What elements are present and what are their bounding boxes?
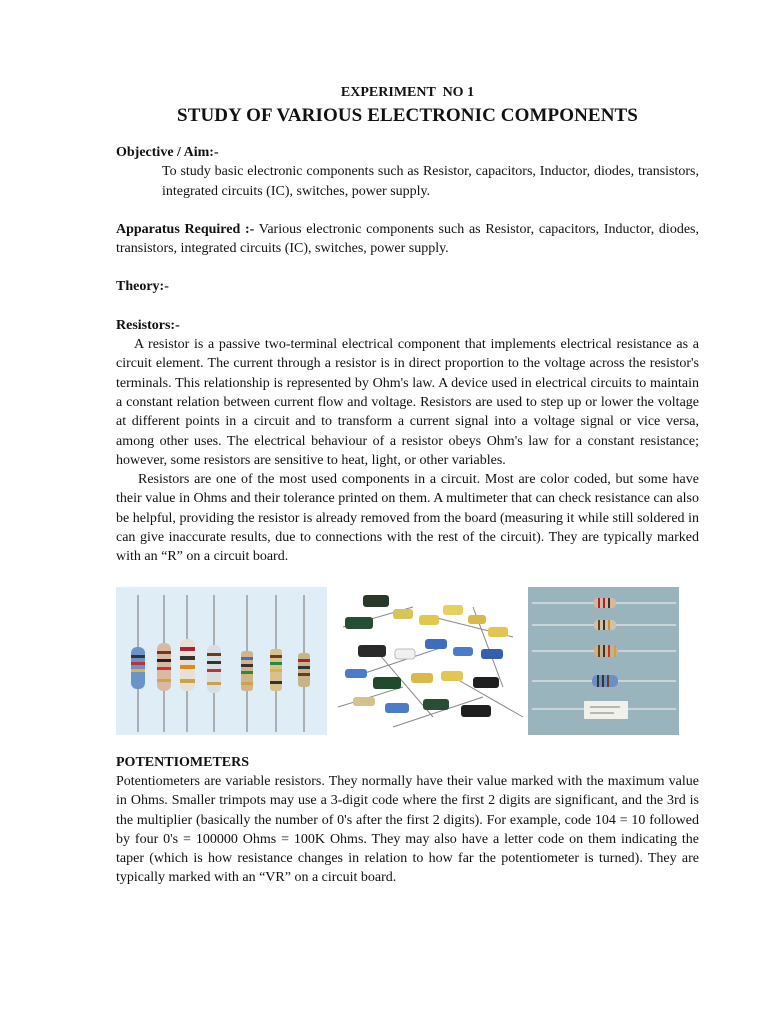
experiment-number: EXPERIMENT NO 1 [340,85,475,100]
assorted-resistors-illustration [333,587,527,735]
apparatus-heading: Apparatus Required :- [116,221,255,237]
page-title: STUDY OF VARIOUS ELECTRONIC COMPONENTS [177,105,638,126]
axial-resistors-illustration [116,587,327,735]
potentiometers-paragraph: Potentiometers are variable resistors. They normally have their value marked with the maximum value in Ohms. Smaller trimpots may use a 3-digit code where the first 2 digits are significant, and the 3rd is the multiplier (basically the number of 0's after the first 2 digits). For example, code 104 = 10 followed by four 0's = 100000 Ohms = 100K Ohms. They may also have a letter code on them indicating the taper (which is how resistance changes in relation to how far the potentiometer is turned). They are typically marked with an “VR” on a circuit board. [116,773,699,886]
theory-heading: Theory:- [116,279,169,295]
apparatus-text: Various electronic components such as Resistor, capacitors, Inductor, diodes, transistors, integrated circuits (IC), switches, power supply. [116,221,699,257]
resistor-photo-axial [116,587,327,735]
resistor-photo-closeup [528,587,679,735]
resistors-heading: Resistors:- [116,317,180,333]
objective-heading: Objective / Aim:- [116,145,219,160]
resistor-photo-assorted [333,587,527,735]
resistors-paragraph-1: A resistor is a passive two-terminal electrical component that implements electrical resistance as a circuit element. The current through a resistor is in direct proportion to the voltage across the resistor's terminals. This relationship is represented by Ohm's law. A device used in electrical circuits to maintain a constant relation between current flow and voltage. Resistors are used to step up or lower the voltage at different points in a circuit and to transform a current signal into a voltage signal or vice versa, among other uses. The electrical behaviour of a resistor obeys Ohm's law for a constant resistance; however, some resistors are sensitive to heat, light, or other variables. [116,337,699,468]
closeup-resistors-illustration [528,587,679,735]
apparatus-paragraph [116,220,699,259]
resistor-photos [116,587,699,739]
potentiometers-heading: POTENTIOMETERS [116,754,250,770]
document-page [116,84,699,888]
resistors-paragraph-2: Resistors are one of the most used components in a circuit. Most are color coded, but some have their value in Ohms and their tolerance printed on them. A multimeter that can check resistance can also be helpful, providing the resistor is already removed from the board (measuring it while still soldered in can give inaccurate results, due to connections with the rest of the circuit). They are typically marked with an “R” on a circuit board. [116,472,699,565]
objective-text: To study basic electronic components such as Resistor, capacitors, Inductor, diodes, transistors, integrated circuits (IC), switches, power supply. [162,164,699,199]
